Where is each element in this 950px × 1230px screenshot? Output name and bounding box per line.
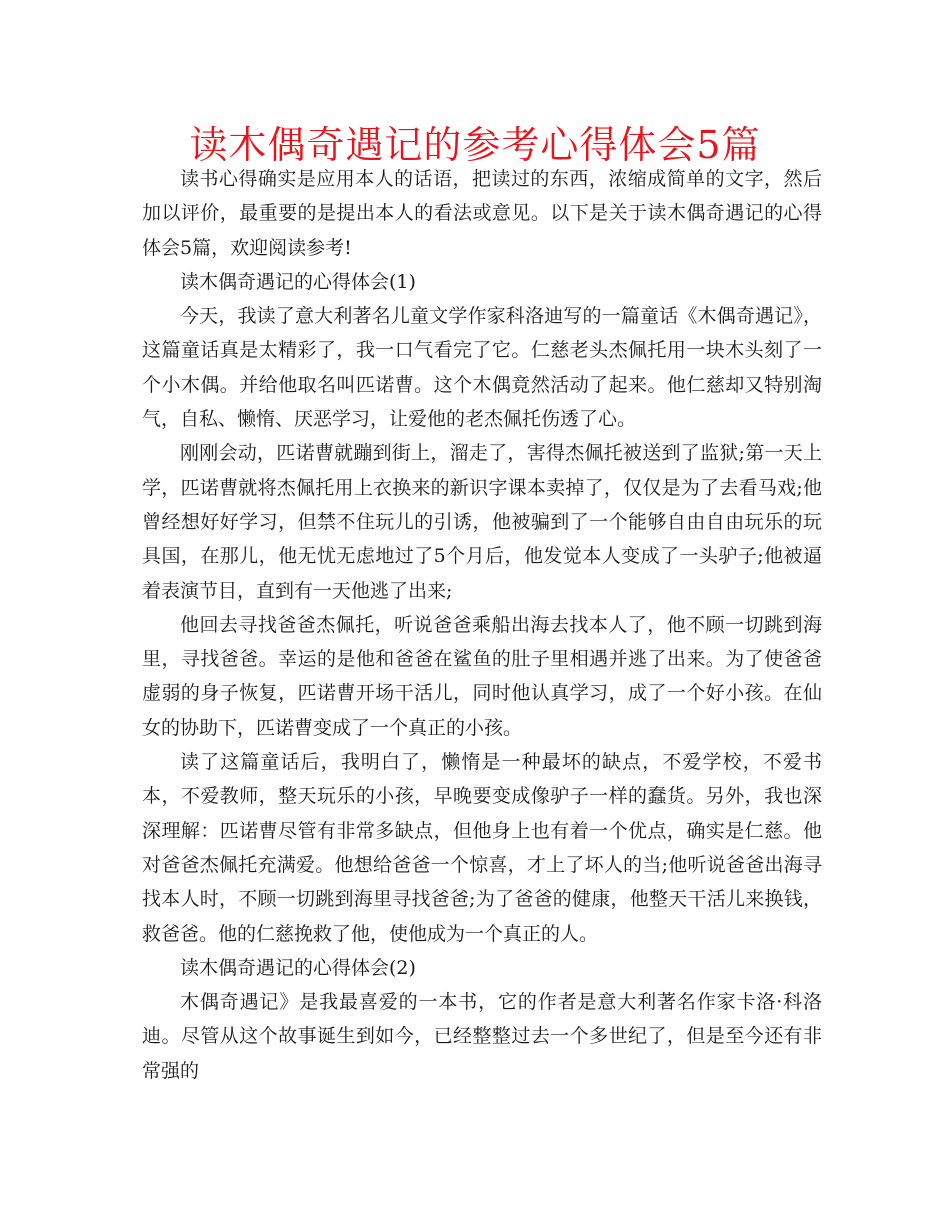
body-paragraph: 木偶奇遇记》是我最喜爱的一本书，它的作者是意大利著名作家卡洛·科洛迪。尽管从这个故事诞生到如今，已经整整过去一个多世纪了，但是至今还有非常强的 <box>142 991 822 1082</box>
section-heading-1: 读木偶奇遇记的心得体会(1) <box>180 270 416 293</box>
section-heading-2: 读木偶奇遇记的心得体会(2) <box>180 956 416 979</box>
intro-paragraph: 读书心得确实是应用本人的话语，把读过的东西，浓缩成简单的文字，然后加以评价，最重要的是提出本人的看法或意见。以下是关于读木偶奇遇记的心得体会5篇，欢迎阅读参考! <box>142 168 822 259</box>
document-title: 读木偶奇遇记的参考心得体会5篇 <box>189 123 761 167</box>
body-paragraph: 刚刚会动，匹诺曹就蹦到街上，溜走了，害得杰佩托被送到了监狱;第一天上学，匹诺曹就将杰佩托用上衣换来的新识字课本卖掉了，仅仅是为了去看马戏;他曾经想好好学习，但禁不住玩儿的引诱，他被骗到了一个能够自由自由玩乐的玩具国，在那儿，他无忧无虑地过了5个月后，他发觉本人变成了一头驴子;他被逼着表演节目，直到有一天他逃了出来; <box>142 442 822 602</box>
body-paragraph: 他回去寻找爸爸杰佩托，听说爸爸乘船出海去找本人了，他不顾一切跳到海里，寻找爸爸。幸运的是他和爸爸在鲨鱼的肚子里相遇并逃了出来。为了使爸爸虚弱的身子恢复，匹诺曹开场干活儿，同时他认真学习，成了一个好小孩。在仙女的协助下，匹诺曹变成了一个真正的小孩。 <box>142 613 822 739</box>
body-paragraph: 今天，我读了意大利著名儿童文学作家科洛迪写的一篇童话《木偶奇遇记》，这篇童话真是太精彩了，我一口气看完了它。仁慈老头杰佩托用一块木头刻了一个小木偶。并给他取名叫匹诺曹。这个木偶竟然活动了起来。他仁慈却又特别淘气，自私、懒惰、厌恶学习，让爱他的老杰佩托伤透了心。 <box>142 305 822 431</box>
document-body <box>142 162 822 1088</box>
body-paragraph: 读了这篇童话后，我明白了，懒惰是一种最坏的缺点，不爱学校，不爱书本，不爱教师，整天玩乐的小孩，早晚要变成像驴子一样的蠢货。另外，我也深深理解：匹诺曹尽管有非常多缺点，但他身上也有着一个优点，确实是仁慈。他对爸爸杰佩托充满爱。他想给爸爸一个惊喜，才上了坏人的当;他听说爸爸出海寻找本人时，不顾一切跳到海里寻找爸爸;为了爸爸的健康，他整天干活儿来换钱，救爸爸。他的仁慈挽救了他，使他成为一个真正的人。 <box>142 751 822 945</box>
